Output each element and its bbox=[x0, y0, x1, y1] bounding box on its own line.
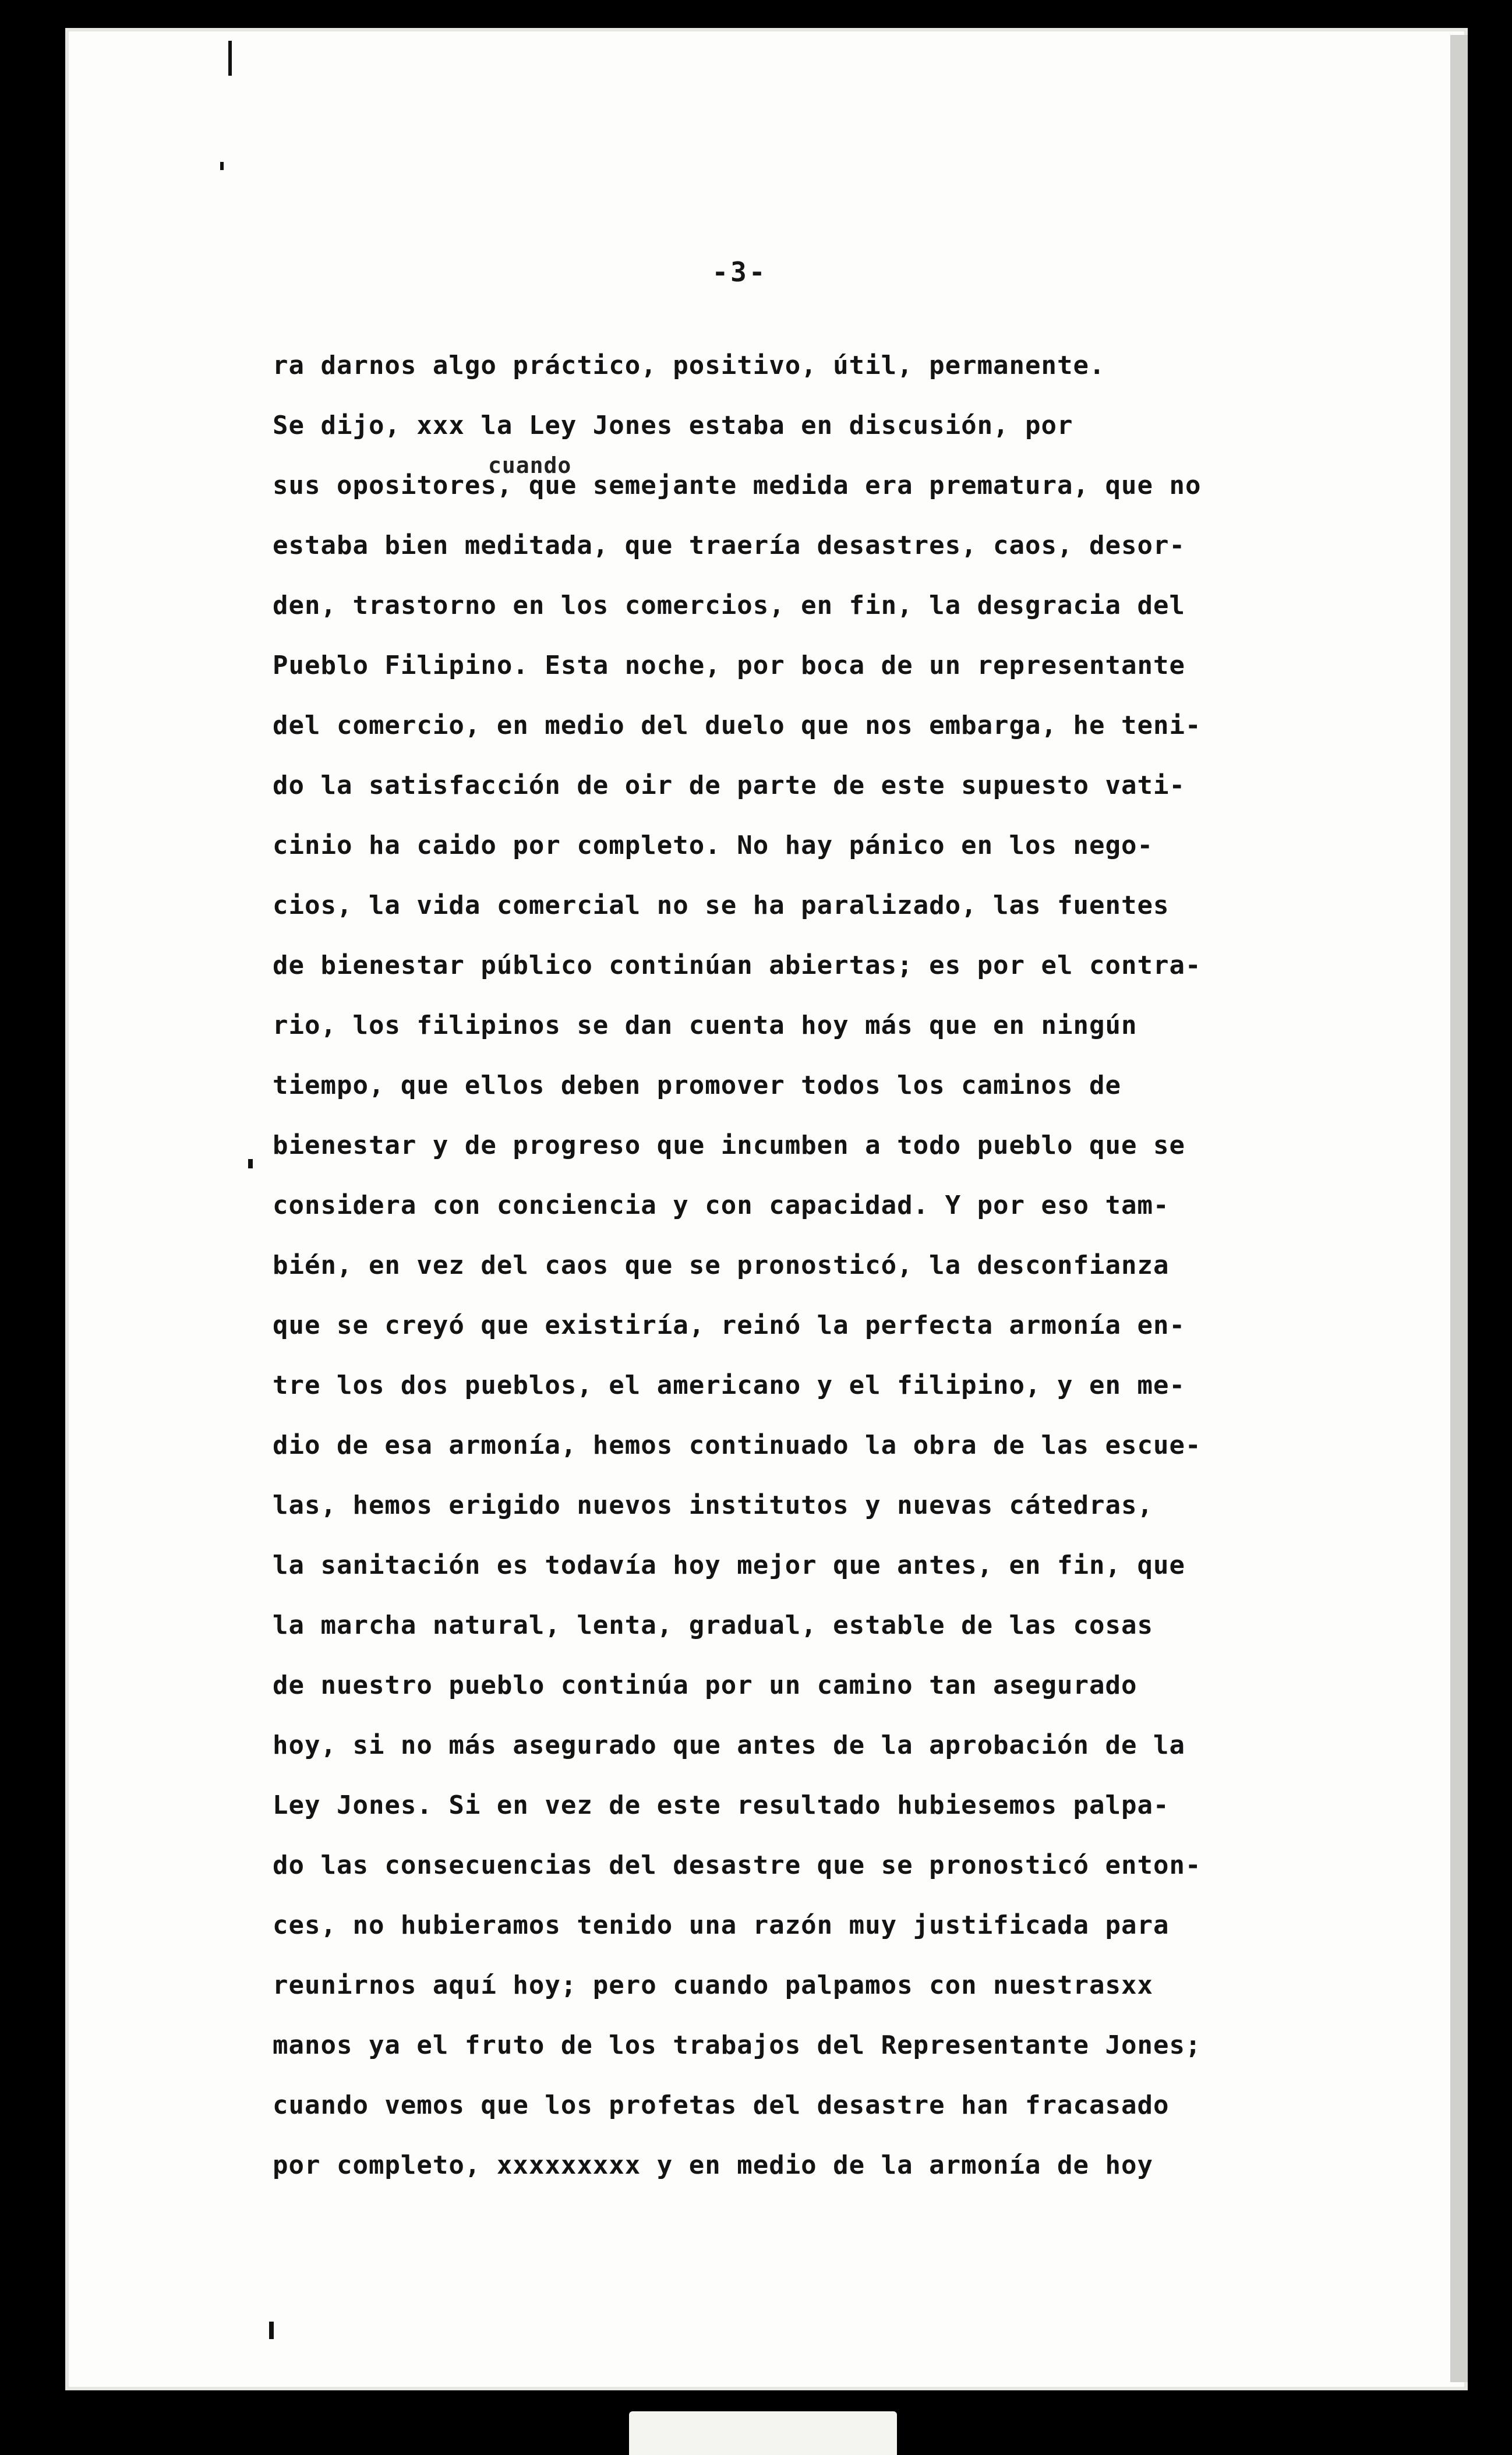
text-line: las, hemos erigido nuevos institutos y nuevas cátedras, bbox=[273, 1490, 1153, 1520]
text-line: cinio ha caido por completo. No hay pánico en los nego- bbox=[273, 831, 1153, 860]
text-line: do la satisfacción de oir de parte de este supuesto vati- bbox=[273, 771, 1185, 800]
text-line: por completo, xxxxxxxxx y en medio de la armonía de hoy bbox=[273, 2150, 1153, 2180]
text-line: ces, no hubieramos tenido una razón muy justificada para bbox=[273, 1910, 1170, 1940]
margin-mark bbox=[228, 41, 232, 76]
text-line: la marcha natural, lenta, gradual, estable de las cosas bbox=[273, 1610, 1153, 1640]
text-line: del comercio, en medio del duelo que nos embarga, he teni- bbox=[273, 711, 1202, 740]
text-line-with-insertion bbox=[273, 395, 1321, 478]
page-number: -3- bbox=[712, 256, 768, 288]
text-line: cuando vemos que los profetas del desastre han fracasado bbox=[273, 2090, 1170, 2120]
text-line: reunirnos aquí hoy; pero cuando palpamos con nuestrasxx bbox=[273, 1970, 1153, 2000]
text-line: de nuestro pueblo continúa por un camino tan asegurado bbox=[273, 1670, 1137, 1700]
text-line: estaba bien meditada, que traería desastres, caos, desor- bbox=[273, 531, 1185, 560]
interlinear-insertion: cuando bbox=[488, 453, 572, 478]
typed-text-body bbox=[273, 335, 1321, 2195]
text-line: hoy, si no más asegurado que antes de la aprobación de la bbox=[273, 1730, 1185, 1760]
text-line: dio de esa armonía, hemos continuado la obra de las escue- bbox=[273, 1430, 1202, 1460]
text-line: do las consecuencias del desastre que se pronosticó enton- bbox=[273, 1850, 1202, 1880]
text-line: tiempo, que ellos deben promover todos los caminos de bbox=[273, 1071, 1121, 1100]
text-line: Pueblo Filipino. Esta noche, por boca de un representante bbox=[273, 651, 1185, 680]
text-line: ra darnos algo práctico, positivo, útil, permanente. bbox=[273, 351, 1105, 380]
text-line: den, trastorno en los comercios, en fin, la desgracia del bbox=[273, 591, 1185, 620]
margin-mark bbox=[269, 2322, 274, 2339]
text-line: cios, la vida comercial no se ha paralizado, las fuentes bbox=[273, 891, 1170, 920]
text-line: Ley Jones. Si en vez de este resultado hubiesemos palpa- bbox=[273, 1790, 1170, 1820]
text-line: bién, en vez del caos que se pronosticó, la desconfianza bbox=[273, 1251, 1170, 1280]
text-line: rio, los filipinos se dan cuenta hoy más que en ningún bbox=[273, 1011, 1137, 1040]
text-line: la sanitación es todavía hoy mejor que antes, en fin, que bbox=[273, 1550, 1185, 1580]
text-line: manos ya el fruto de los trabajos del Representante Jones; bbox=[273, 2030, 1202, 2060]
margin-mark bbox=[220, 162, 224, 170]
text-line: bienestar y de progreso que incumben a todo pueblo que se bbox=[273, 1131, 1185, 1160]
text-line: sus opositores, que semejante medida era prematura, que no bbox=[273, 471, 1202, 500]
margin-mark bbox=[248, 1159, 253, 1168]
page-edge bbox=[1450, 35, 1468, 2382]
text-line: tre los dos pueblos, el americano y el filipino, y en me- bbox=[273, 1370, 1185, 1400]
text-line: Se dijo, xxx la Ley Jones estaba en discusión, por bbox=[273, 411, 1073, 440]
text-line: de bienestar público continúan abiertas; es por el contra- bbox=[273, 951, 1202, 980]
text-line: considera con conciencia y con capacidad. Y por eso tam- bbox=[273, 1191, 1170, 1220]
archive-label-tab bbox=[629, 2411, 897, 2455]
text-line: que se creyó que existiría, reinó la perfecta armonía en- bbox=[273, 1310, 1185, 1340]
